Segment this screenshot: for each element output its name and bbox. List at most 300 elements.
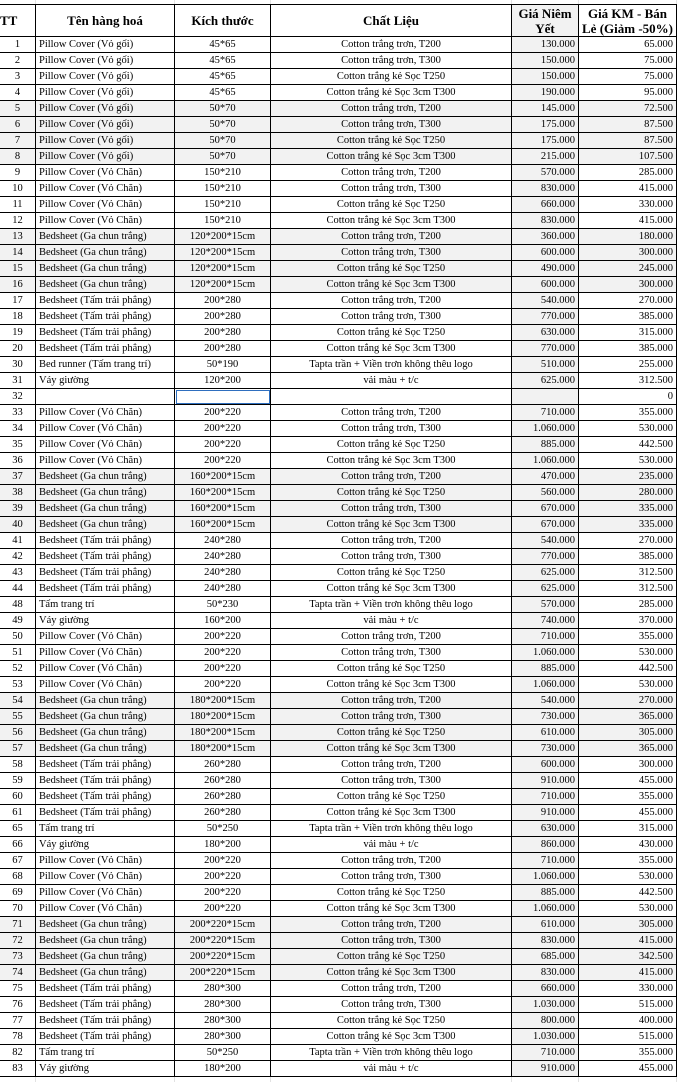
cell-list-price[interactable]: 1.060.000 <box>512 869 579 885</box>
cell-sale-price[interactable]: 270.000 <box>579 693 677 709</box>
cell-sale-price[interactable]: 442.500 <box>579 437 677 453</box>
cell-name[interactable]: Bedsheet (Tấm trải phẳng) <box>36 549 175 565</box>
cell-sale-price[interactable]: 335.000 <box>579 501 677 517</box>
cell-size[interactable]: 45*65 <box>175 85 271 101</box>
cell-stt[interactable]: 76 <box>0 997 36 1013</box>
cell-size[interactable]: 45*65 <box>175 53 271 69</box>
cell-stt[interactable]: 7 <box>0 133 36 149</box>
cell-list-price[interactable]: 1.030.000 <box>512 997 579 1013</box>
cell-name[interactable]: Pillow Cover (Vỏ Chăn) <box>36 197 175 213</box>
cell-name[interactable]: Pillow Cover (Vỏ gối) <box>36 101 175 117</box>
cell-name[interactable]: Bedsheet (Ga chun trắng) <box>36 277 175 293</box>
cell-material[interactable]: Cotton trắng kẻ Sọc 3cm T300 <box>271 805 512 821</box>
cell-stt[interactable]: 34 <box>0 421 36 437</box>
cell-material[interactable]: Cotton trắng kẻ Sọc 3cm T300 <box>271 581 512 597</box>
cell-stt[interactable]: 72 <box>0 933 36 949</box>
cell-sale-price[interactable]: 530.000 <box>579 645 677 661</box>
cell-stt[interactable]: 44 <box>0 581 36 597</box>
cell-list-price[interactable]: 740.000 <box>512 613 579 629</box>
cell-size[interactable]: 200*220 <box>175 453 271 469</box>
cell-size[interactable]: 150*210 <box>175 197 271 213</box>
cell-sale-price[interactable]: 415.000 <box>579 213 677 229</box>
cell-size[interactable]: 200*220 <box>175 645 271 661</box>
cell-name[interactable]: Bedsheet (Ga chun trắng) <box>36 245 175 261</box>
cell-stt[interactable]: 55 <box>0 709 36 725</box>
cell-stt[interactable]: 65 <box>0 821 36 837</box>
cell-sale-price[interactable]: 400.000 <box>579 1013 677 1029</box>
cell-list-price[interactable]: 175.000 <box>512 117 579 133</box>
cell-material[interactable]: Cotton trắng kẻ Sọc T250 <box>271 261 512 277</box>
cell-material[interactable]: Cotton trắng kẻ Sọc 3cm T300 <box>271 213 512 229</box>
cell-stt[interactable]: 74 <box>0 965 36 981</box>
cell-size[interactable]: 50*230 <box>175 597 271 613</box>
cell-sale-price[interactable]: 180.000 <box>579 229 677 245</box>
cell-material[interactable]: Cotton trắng trơn, T200 <box>271 533 512 549</box>
cell-sale-price[interactable]: 385.000 <box>579 309 677 325</box>
cell-size[interactable]: 200*220*15cm <box>175 917 271 933</box>
cell-size[interactable]: 50*70 <box>175 117 271 133</box>
cell-list-price[interactable]: 1.030.000 <box>512 1029 579 1045</box>
cell-name[interactable]: Pillow Cover (Vỏ Chăn) <box>36 901 175 917</box>
cell-size[interactable]: 120*200*15cm <box>175 261 271 277</box>
cell-size[interactable]: 200*220 <box>175 853 271 869</box>
cell-sale-price[interactable]: 312.500 <box>579 581 677 597</box>
cell-stt[interactable]: 60 <box>0 789 36 805</box>
cell-size[interactable]: 45*65 <box>175 37 271 53</box>
cell-sale-price[interactable]: 87.500 <box>579 133 677 149</box>
cell-name[interactable]: Bedsheet (Tấm trải phẳng) <box>36 533 175 549</box>
cell-list-price[interactable]: 150.000 <box>512 69 579 85</box>
cell-material[interactable]: Cotton trắng trơn, T300 <box>271 117 512 133</box>
cell-stt[interactable]: 13 <box>0 229 36 245</box>
cell-name[interactable]: Pillow Cover (Vỏ Chăn) <box>36 421 175 437</box>
cell-sale-price[interactable]: 65.000 <box>579 37 677 53</box>
cell-sale-price[interactable]: 530.000 <box>579 421 677 437</box>
cell-material[interactable]: Cotton trắng trơn, T200 <box>271 165 512 181</box>
cell-sale-price[interactable]: 330.000 <box>579 197 677 213</box>
cell-stt[interactable]: 83 <box>0 1061 36 1077</box>
cell-stt[interactable]: 68 <box>0 869 36 885</box>
cell-stt[interactable]: 17 <box>0 293 36 309</box>
cell-list-price[interactable]: 145.000 <box>512 101 579 117</box>
cell-list-price[interactable]: 540.000 <box>512 293 579 309</box>
cell-stt[interactable]: 57 <box>0 741 36 757</box>
cell-stt[interactable]: 59 <box>0 773 36 789</box>
cell-size[interactable]: 160*200*15cm <box>175 469 271 485</box>
cell-size[interactable]: 200*220 <box>175 885 271 901</box>
cell-stt[interactable]: 71 <box>0 917 36 933</box>
cell-name[interactable]: Pillow Cover (Vỏ Chăn) <box>36 453 175 469</box>
cell-list-price[interactable]: 685.000 <box>512 949 579 965</box>
cell-size[interactable]: 240*280 <box>175 565 271 581</box>
cell-material[interactable]: Cotton trắng trơn, T200 <box>271 757 512 773</box>
cell-size[interactable]: 50*70 <box>175 101 271 117</box>
cell-material[interactable]: Cotton trắng kẻ Sọc 3cm T300 <box>271 149 512 165</box>
cell-name[interactable]: Tấm trang trí <box>36 1045 175 1061</box>
cell-name[interactable]: Váy giường <box>36 1061 175 1077</box>
cell-stt[interactable]: 5 <box>0 101 36 117</box>
cell-stt[interactable]: 49 <box>0 613 36 629</box>
cell-material[interactable]: Cotton trắng trơn, T200 <box>271 853 512 869</box>
cell-sale-price[interactable]: 385.000 <box>579 549 677 565</box>
cell-list-price[interactable]: 770.000 <box>512 549 579 565</box>
cell-sale-price[interactable]: 415.000 <box>579 965 677 981</box>
cell-sale-price[interactable]: 107.500 <box>579 149 677 165</box>
cell-stt[interactable]: 11 <box>0 197 36 213</box>
cell-name[interactable]: Bedsheet (Tấm trải phẳng) <box>36 1013 175 1029</box>
cell-material[interactable]: Cotton trắng kẻ Sọc T250 <box>271 69 512 85</box>
cell-size[interactable]: 200*220 <box>175 405 271 421</box>
cell-list-price[interactable]: 540.000 <box>512 693 579 709</box>
cell-stt[interactable]: 52 <box>0 661 36 677</box>
cell-sale-price[interactable]: 300.000 <box>579 277 677 293</box>
cell-list-price[interactable]: 660.000 <box>512 197 579 213</box>
cell-material[interactable]: Cotton trắng kẻ Sọc 3cm T300 <box>271 901 512 917</box>
cell-stt[interactable]: 2 <box>0 53 36 69</box>
cell-size[interactable]: 200*220*15cm <box>175 933 271 949</box>
cell-sale-price[interactable]: 355.000 <box>579 789 677 805</box>
cell-list-price[interactable]: 1.060.000 <box>512 901 579 917</box>
cell-size[interactable]: 160*200*15cm <box>175 517 271 533</box>
cell-list-price[interactable]: 770.000 <box>512 341 579 357</box>
cell-size[interactable]: 200*220 <box>175 901 271 917</box>
cell-material[interactable]: Cotton trắng kẻ Sọc T250 <box>271 437 512 453</box>
cell-sale-price[interactable]: 530.000 <box>579 901 677 917</box>
cell-material[interactable]: Cotton trắng trơn, T200 <box>271 37 512 53</box>
cell-list-price[interactable]: 860.000 <box>512 837 579 853</box>
cell-material[interactable]: Cotton trắng trơn, T300 <box>271 869 512 885</box>
cell-list-price[interactable]: 830.000 <box>512 213 579 229</box>
cell-list-price[interactable]: 600.000 <box>512 757 579 773</box>
cell-material[interactable]: Cotton trắng kẻ Sọc 3cm T300 <box>271 1029 512 1045</box>
cell-size[interactable]: 120*200*15cm <box>175 229 271 245</box>
cell-size[interactable] <box>175 389 271 405</box>
cell-name[interactable]: Váy giường <box>36 613 175 629</box>
cell-stt[interactable]: 8 <box>0 149 36 165</box>
cell-name[interactable]: Bedsheet (Tấm trải phẳng) <box>36 581 175 597</box>
cell-material[interactable]: Cotton trắng trơn, T200 <box>271 469 512 485</box>
cell-list-price[interactable]: 1.060.000 <box>512 453 579 469</box>
cell-name[interactable]: Váy giường <box>36 837 175 853</box>
cell-size[interactable]: 150*210 <box>175 181 271 197</box>
cell-name[interactable]: Bedsheet (Tấm trải phẳng) <box>36 293 175 309</box>
cell-sale-price[interactable]: 430.000 <box>579 837 677 853</box>
cell-material[interactable]: Cotton trắng trơn, T300 <box>271 773 512 789</box>
cell-sale-price[interactable]: 72.500 <box>579 101 677 117</box>
cell-list-price[interactable]: 710.000 <box>512 1045 579 1061</box>
header-list-price[interactable]: Giá Niêm Yết <box>512 5 579 37</box>
cell-stt[interactable]: 16 <box>0 277 36 293</box>
cell-material[interactable]: Cotton trắng kẻ Sọc 3cm T300 <box>271 517 512 533</box>
cell-size[interactable]: 200*220 <box>175 661 271 677</box>
cell-name[interactable]: Váy giường <box>36 373 175 389</box>
cell-name[interactable]: Pillow Cover (Vỏ Chăn) <box>36 869 175 885</box>
cell-list-price[interactable]: 560.000 <box>512 485 579 501</box>
cell-sale-price[interactable]: 442.500 <box>579 885 677 901</box>
cell-sale-price[interactable]: 285.000 <box>579 165 677 181</box>
cell-list-price[interactable]: 910.000 <box>512 773 579 789</box>
cell-sale-price[interactable]: 385.000 <box>579 341 677 357</box>
cell-name[interactable]: Bedsheet (Tấm trải phẳng) <box>36 789 175 805</box>
cell-size[interactable]: 260*280 <box>175 773 271 789</box>
cell-size[interactable]: 200*220*15cm <box>175 949 271 965</box>
cell-size[interactable]: 280*300 <box>175 1029 271 1045</box>
cell-sale-price[interactable]: 455.000 <box>579 805 677 821</box>
cell-list-price[interactable]: 885.000 <box>512 661 579 677</box>
cell-list-price[interactable]: 670.000 <box>512 517 579 533</box>
cell-name[interactable]: Pillow Cover (Vỏ gối) <box>36 149 175 165</box>
cell-name[interactable]: Bedsheet (Ga chun trắng) <box>36 693 175 709</box>
cell-sale-price[interactable]: 330.000 <box>579 981 677 997</box>
cell-list-price[interactable]: 625.000 <box>512 565 579 581</box>
cell-material[interactable]: Cotton trắng trơn, T200 <box>271 917 512 933</box>
cell-name[interactable]: Pillow Cover (Vỏ Chăn) <box>36 405 175 421</box>
cell-name[interactable]: Bedsheet (Tấm trải phẳng) <box>36 309 175 325</box>
cell-stt[interactable]: 56 <box>0 725 36 741</box>
cell-material[interactable]: Cotton trắng kẻ Sọc 3cm T300 <box>271 965 512 981</box>
cell-list-price[interactable]: 570.000 <box>512 165 579 181</box>
cell-size[interactable]: 120*200*15cm <box>175 277 271 293</box>
cell-size[interactable]: 50*190 <box>175 357 271 373</box>
cell-sale-price[interactable]: 530.000 <box>579 677 677 693</box>
cell-size[interactable]: 160*200 <box>175 613 271 629</box>
cell-list-price[interactable]: 710.000 <box>512 629 579 645</box>
cell-name[interactable]: Bed runner (Tấm trang trí) <box>36 357 175 373</box>
cell-sale-price[interactable]: 515.000 <box>579 997 677 1013</box>
cell-material[interactable]: Cotton trắng kẻ Sọc T250 <box>271 133 512 149</box>
cell-name[interactable]: Pillow Cover (Vỏ gối) <box>36 133 175 149</box>
cell-size[interactable]: 200*280 <box>175 309 271 325</box>
cell-name[interactable]: Pillow Cover (Vỏ Chăn) <box>36 885 175 901</box>
cell-material[interactable]: Cotton trắng kẻ Sọc T250 <box>271 789 512 805</box>
cell-sale-price[interactable]: 355.000 <box>579 629 677 645</box>
cell-stt[interactable]: 32 <box>0 389 36 405</box>
cell-name[interactable]: Bedsheet (Ga chun trắng) <box>36 741 175 757</box>
cell-sale-price[interactable]: 305.000 <box>579 725 677 741</box>
cell-name[interactable]: Bedsheet (Ga chun trắng) <box>36 501 175 517</box>
cell-sale-price[interactable]: 87.500 <box>579 117 677 133</box>
cell-stt[interactable]: 40 <box>0 517 36 533</box>
cell-size[interactable]: 50*250 <box>175 1045 271 1061</box>
cell-list-price[interactable]: 770.000 <box>512 309 579 325</box>
cell-material[interactable]: Cotton trắng trơn, T200 <box>271 629 512 645</box>
cell-sale-price[interactable]: 300.000 <box>579 245 677 261</box>
cell-name[interactable]: Tấm trang trí <box>36 821 175 837</box>
cell-stt[interactable]: 1 <box>0 37 36 53</box>
cell-name[interactable]: Pillow Cover (Vỏ Chăn) <box>36 437 175 453</box>
cell-list-price[interactable]: 190.000 <box>512 85 579 101</box>
cell-stt[interactable]: 67 <box>0 853 36 869</box>
header-material[interactable]: Chất Liệu <box>271 5 512 37</box>
cell-size[interactable]: 200*220*15cm <box>175 965 271 981</box>
cell-stt[interactable]: 4 <box>0 85 36 101</box>
cell-sale-price[interactable]: 245.000 <box>579 261 677 277</box>
cell-list-price[interactable]: 175.000 <box>512 133 579 149</box>
cell-name[interactable]: Bedsheet (Ga chun trắng) <box>36 709 175 725</box>
cell-stt[interactable]: 75 <box>0 981 36 997</box>
cell-list-price[interactable]: 510.000 <box>512 357 579 373</box>
cell-size[interactable]: 200*220 <box>175 629 271 645</box>
cell-size[interactable]: 50*70 <box>175 133 271 149</box>
cell-stt[interactable]: 9 <box>0 165 36 181</box>
cell-material[interactable]: Cotton trắng trơn, T300 <box>271 997 512 1013</box>
cell-material[interactable]: Cotton trắng kẻ Sọc T250 <box>271 565 512 581</box>
cell-list-price[interactable]: 910.000 <box>512 805 579 821</box>
cell-name[interactable]: Pillow Cover (Vỏ Chăn) <box>36 661 175 677</box>
cell-material[interactable]: Cotton trắng kẻ Sọc T250 <box>271 885 512 901</box>
cell-stt[interactable]: 51 <box>0 645 36 661</box>
cell-name[interactable]: Pillow Cover (Vỏ Chăn) <box>36 677 175 693</box>
cell-name[interactable]: Bedsheet (Ga chun trắng) <box>36 485 175 501</box>
cell-size[interactable]: 260*280 <box>175 789 271 805</box>
cell-material[interactable]: Cotton trắng trơn, T300 <box>271 181 512 197</box>
cell-list-price[interactable]: 885.000 <box>512 437 579 453</box>
cell-material[interactable]: Cotton trắng trơn, T200 <box>271 981 512 997</box>
cell-name[interactable]: Bedsheet (Tấm trải phẳng) <box>36 773 175 789</box>
cell-stt[interactable]: 69 <box>0 885 36 901</box>
cell-size[interactable]: 180*200 <box>175 837 271 853</box>
cell-list-price[interactable]: 830.000 <box>512 181 579 197</box>
cell-size[interactable]: 150*210 <box>175 213 271 229</box>
cell-list-price[interactable]: 885.000 <box>512 885 579 901</box>
cell-stt[interactable]: 20 <box>0 341 36 357</box>
cell-sale-price[interactable]: 455.000 <box>579 773 677 789</box>
cell-sale-price[interactable]: 315.000 <box>579 325 677 341</box>
cell-material[interactable]: Cotton trắng kẻ Sọc T250 <box>271 325 512 341</box>
cell-material[interactable]: Cotton trắng trơn, T300 <box>271 933 512 949</box>
cell-sale-price[interactable]: 270.000 <box>579 293 677 309</box>
cell-list-price[interactable]: 360.000 <box>512 229 579 245</box>
cell-size[interactable]: 160*200*15cm <box>175 485 271 501</box>
cell-material[interactable]: Cotton trắng trơn, T300 <box>271 53 512 69</box>
cell-stt[interactable]: 12 <box>0 213 36 229</box>
cell-material[interactable]: Cotton trắng kẻ Sọc T250 <box>271 949 512 965</box>
cell-material[interactable]: Cotton trắng trơn, T200 <box>271 293 512 309</box>
cell-material[interactable]: Tapta trần + Viền trơn không thêu logo <box>271 597 512 613</box>
cell-size[interactable]: 260*280 <box>175 805 271 821</box>
cell-stt[interactable]: 14 <box>0 245 36 261</box>
cell-list-price[interactable]: 630.000 <box>512 325 579 341</box>
cell-list-price[interactable]: 710.000 <box>512 789 579 805</box>
cell-stt[interactable]: 42 <box>0 549 36 565</box>
cell-name[interactable]: Pillow Cover (Vỏ Chăn) <box>36 629 175 645</box>
cell-list-price[interactable]: 1.060.000 <box>512 421 579 437</box>
cell-sale-price[interactable]: 355.000 <box>579 853 677 869</box>
cell-material[interactable]: Cotton trắng trơn, T300 <box>271 421 512 437</box>
cell-size[interactable]: 240*280 <box>175 549 271 565</box>
cell-name[interactable]: Pillow Cover (Vỏ gối) <box>36 117 175 133</box>
cell-list-price[interactable]: 625.000 <box>512 373 579 389</box>
cell-stt[interactable]: 41 <box>0 533 36 549</box>
cell-stt[interactable]: 50 <box>0 629 36 645</box>
cell-sale-price[interactable]: 312.500 <box>579 565 677 581</box>
cell-sale-price[interactable]: 442.500 <box>579 661 677 677</box>
cell-size[interactable]: 180*200*15cm <box>175 741 271 757</box>
cell-sale-price[interactable]: 305.000 <box>579 917 677 933</box>
cell-stt[interactable]: 61 <box>0 805 36 821</box>
cell-material[interactable]: Tapta trần + Viền trơn không thêu logo <box>271 1045 512 1061</box>
cell-stt[interactable]: 78 <box>0 1029 36 1045</box>
cell-material[interactable]: vải màu + t/c <box>271 373 512 389</box>
cell-list-price[interactable]: 800.000 <box>512 1013 579 1029</box>
cell-stt[interactable]: 10 <box>0 181 36 197</box>
cell-name[interactable]: Pillow Cover (Vỏ gối) <box>36 85 175 101</box>
cell-material[interactable]: vải màu + t/c <box>271 613 512 629</box>
cell-list-price[interactable]: 1.060.000 <box>512 677 579 693</box>
cell-stt[interactable]: 6 <box>0 117 36 133</box>
cell-material[interactable]: Cotton trắng kẻ Sọc T250 <box>271 725 512 741</box>
cell-material[interactable]: Cotton trắng kẻ Sọc T250 <box>271 1013 512 1029</box>
header-size[interactable]: Kích thước <box>175 5 271 37</box>
cell-list-price[interactable]: 710.000 <box>512 405 579 421</box>
cell-sale-price[interactable]: 530.000 <box>579 869 677 885</box>
cell-name[interactable]: Bedsheet (Tấm trải phẳng) <box>36 757 175 773</box>
cell-list-price[interactable]: 150.000 <box>512 53 579 69</box>
cell-size[interactable]: 280*300 <box>175 1013 271 1029</box>
cell-sale-price[interactable]: 335.000 <box>579 517 677 533</box>
cell-stt[interactable]: 73 <box>0 949 36 965</box>
cell-material[interactable]: Tapta trần + Viền trơn không thêu logo <box>271 821 512 837</box>
cell-name[interactable]: Bedsheet (Tấm trải phẳng) <box>36 325 175 341</box>
cell-stt[interactable]: 39 <box>0 501 36 517</box>
cell-size[interactable]: 50*70 <box>175 149 271 165</box>
cell-stt[interactable]: 38 <box>0 485 36 501</box>
cell-list-price[interactable]: 830.000 <box>512 933 579 949</box>
cell-material[interactable]: Cotton trắng kẻ Sọc 3cm T300 <box>271 453 512 469</box>
cell-name[interactable]: Bedsheet (Ga chun trắng) <box>36 229 175 245</box>
cell-list-price[interactable]: 730.000 <box>512 709 579 725</box>
cell-size[interactable]: 180*200*15cm <box>175 725 271 741</box>
cell-list-price[interactable]: 215.000 <box>512 149 579 165</box>
cell-list-price[interactable]: 540.000 <box>512 533 579 549</box>
cell-material[interactable]: Cotton trắng kẻ Sọc T250 <box>271 661 512 677</box>
cell-name[interactable]: Pillow Cover (Vỏ gối) <box>36 69 175 85</box>
cell-material[interactable]: Cotton trắng kẻ Sọc 3cm T300 <box>271 341 512 357</box>
cell-stt[interactable]: 35 <box>0 437 36 453</box>
cell-material[interactable] <box>271 389 512 405</box>
cell-sale-price[interactable]: 342.500 <box>579 949 677 965</box>
cell-material[interactable]: Cotton trắng kẻ Sọc 3cm T300 <box>271 677 512 693</box>
cell-material[interactable]: Cotton trắng kẻ Sọc 3cm T300 <box>271 277 512 293</box>
cell-name[interactable]: Bedsheet (Tấm trải phẳng) <box>36 1029 175 1045</box>
cell-size[interactable]: 200*220 <box>175 421 271 437</box>
cell-material[interactable]: Cotton trắng trơn, T300 <box>271 501 512 517</box>
cell-name[interactable]: Bedsheet (Tấm trải phẳng) <box>36 997 175 1013</box>
cell-material[interactable]: Tapta trần + Viền trơn không thêu logo <box>271 357 512 373</box>
cell-size[interactable]: 200*220 <box>175 437 271 453</box>
cell-stt[interactable]: 36 <box>0 453 36 469</box>
cell-material[interactable]: Cotton trắng trơn, T300 <box>271 549 512 565</box>
cell-size[interactable]: 200*220 <box>175 869 271 885</box>
cell-name[interactable]: Bedsheet (Tấm trải phẳng) <box>36 341 175 357</box>
cell-material[interactable]: Cotton trắng trơn, T300 <box>271 245 512 261</box>
cell-sale-price[interactable]: 285.000 <box>579 597 677 613</box>
cell-sale-price[interactable]: 365.000 <box>579 709 677 725</box>
cell-name[interactable]: Bedsheet (Ga chun trắng) <box>36 933 175 949</box>
cell-list-price[interactable]: 1.060.000 <box>512 645 579 661</box>
cell-stt[interactable]: 48 <box>0 597 36 613</box>
cell-size[interactable]: 200*220 <box>175 677 271 693</box>
cell-size[interactable]: 180*200*15cm <box>175 693 271 709</box>
cell-material[interactable]: Cotton trắng trơn, T200 <box>271 101 512 117</box>
cell-list-price[interactable]: 670.000 <box>512 501 579 517</box>
cell-size[interactable]: 45*65 <box>175 69 271 85</box>
cell-list-price[interactable] <box>512 389 579 405</box>
cell-name[interactable]: Pillow Cover (Vỏ Chăn) <box>36 645 175 661</box>
header-name[interactable]: Tên hàng hoá <box>36 5 175 37</box>
header-stt[interactable]: TT <box>0 5 36 37</box>
cell-size[interactable]: 200*280 <box>175 325 271 341</box>
